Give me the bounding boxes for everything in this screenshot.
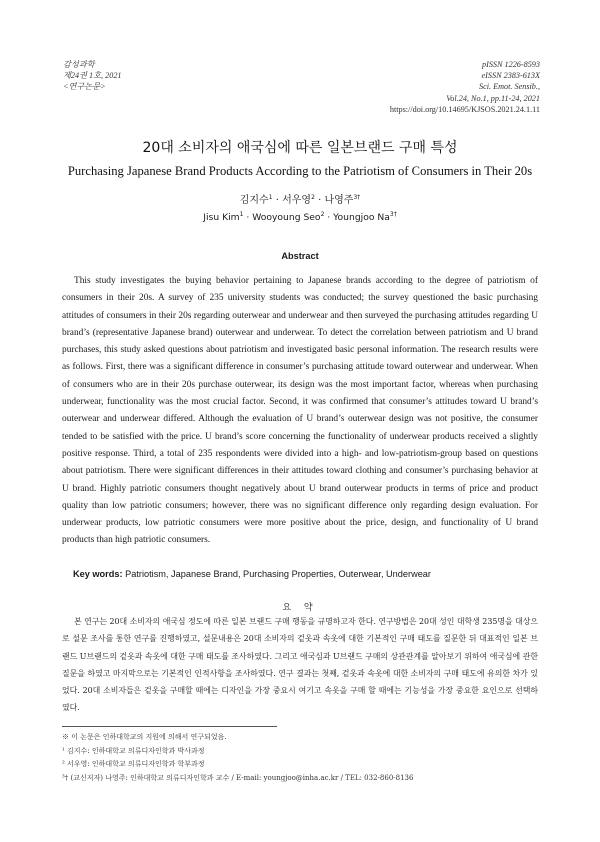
keywords-label: Key words: xyxy=(73,569,123,579)
korean-summary-body: 본 연구는 20대 소비자의 애국심 정도에 따른 일본 브랜드 구매 행동을 규명하고자 한다. 연구방법은 20대 성인 대학생 235명을 대상으로 설문 조사를 통한 연구를 진행하였고, 설문내용은 20대 소비자의 겉옷과 속옷에 대한 기본적인 구매 태도를 질문한 뒤 대표적인 일본 브랜드 U브랜드의 겉옷과 속옷에 대한 구매 태도를 조사하였다. 그리고 애국심과 U브랜드 구매의 상관관계를 알아보기 위하여 애국심에 관한 질문을 하였고 마지막으로는 기본적인 인적사항을 조사하였다. 연구 결과는 첫째, 겉옷과 속옷에 대한 소비자의 구매 태도에 유의한 차가 있었다. 20대 소비자들은 겉옷을 구매할 때에는 디자인을 가장 중요시 여기고 속옷을 구매 할 때에는 기능성을 가장 중요한 요인으로 선택하였다. xyxy=(62,617,538,713)
footnote-corresponding-author: ³† (교신저자) 나영주: 인하대학교 의류디자인학과 교수 / E-mail: youngjoo@inha.ac.kr / TEL: 032-860-8136 xyxy=(62,774,414,783)
keywords xyxy=(73,569,543,579)
article-type: <연구논문> xyxy=(63,82,106,92)
korean-summary-heading: 요 약 xyxy=(282,603,318,613)
author-name: Wooyoung Seo xyxy=(252,212,321,223)
author-name: Youngjoo Na xyxy=(333,212,390,223)
title-english: Purchasing Japanese Brand Products According to the Patriotism of Consumers in Their 20s xyxy=(67,164,533,178)
author-affiliation-mark: 1 xyxy=(268,194,273,201)
abstract-heading: Abstract xyxy=(281,251,319,261)
eissn: eISSN 2383-613X xyxy=(481,71,540,81)
author-name: 나영주 xyxy=(324,195,354,206)
authors-english xyxy=(0,211,600,225)
journal-header-left xyxy=(63,59,122,93)
pissn: pISSN 1226-8593 xyxy=(482,60,540,69)
journal-volume-ko: 제24권 1호, 2021 xyxy=(63,71,122,81)
author-separator: · xyxy=(324,212,334,223)
keywords-text: Patriotism, Japanese Brand, Purchasing Properties, Outerwear, Underwear xyxy=(125,569,431,579)
author-separator: · xyxy=(314,195,325,206)
author-name: Jisu Kim xyxy=(203,212,240,223)
abstract-body: This study investigates the buying behavior pertaining to Japanese brands according to the degree of patriotism of consumers in their 20s. A survey of 235 university students was conducted; the survey questioned the basic purchasing attitudes of consumers in their 20s regarding outerwear and underwear and then surveyed the purchasing attitudes regarding U brand’s (representative Japanese brand) outerwear and underwear. To detect the correlation between patriotism and U brand purchases, this study asked questions about patriotism and investigated basic personal information. The research results were as follows. First, there was a significant difference in consumer’s purchasing attitude toward outerwear and underwear. When of consumers who are in their 20s purchase outerwear, its design was the most important factor, whereas when purchasing underwear, functionality was the most crucial factor. Second, it was confirmed that consumer’s attitudes toward U brand’s outerwear and underwear differed. Although the evaluation of U brand’s outerwear design was not positive, the consumer tended to be satisfied with the price. U brand’s score concerning the functionality of underwear products received a slightly positive response. Third, a total of 235 respondents were divided into a high- and low-patriotism-group based on questions about patriotism. There were significant differences in their attitudes toward clothing and consumer’s purchasing behavior at U brand. Highly patriotic consumers thought negatively about U brand outerwear products in terms of price and product quality than low patriotic consumers; however, there was no significant difference only regarding design evaluation. For underwear products, low patriotic consumers were more positive about the price, design, and functionality of U brand products than high patriotic consumers. xyxy=(62,276,538,546)
author-separator: · xyxy=(272,195,283,206)
journal-header-right xyxy=(390,59,540,115)
footnote-author-1: ¹ 김지수: 인하대학교 의류디자인학과 박사과정 xyxy=(62,746,205,755)
footnote-author-2: ² 서우영: 인하대학교 의류디자인학과 학부과정 xyxy=(62,760,205,769)
journal-abbrev: Sci. Emot. Sensib., xyxy=(479,82,540,92)
doi-link[interactable]: https://doi.org/10.14695/KJSOS.2021.24.1.11 xyxy=(389,104,540,114)
author-affiliation-mark: 3† xyxy=(353,194,361,201)
author-affiliation-mark: 3† xyxy=(389,211,397,218)
author-affiliation-mark: 2 xyxy=(311,194,315,201)
author-separator: · xyxy=(243,212,253,223)
author-affiliation-mark: 2 xyxy=(320,211,325,218)
journal-name-ko: 감성과학 xyxy=(63,60,95,69)
volume-pages: Vol.24, No.1, pp.11-24, 2021 xyxy=(446,93,540,103)
footnote-divider xyxy=(62,726,277,727)
author-name: 김지수 xyxy=(239,195,269,206)
title-korean: 20대 소비자의 애국심에 따른 일본브랜드 구매 특성 xyxy=(142,140,458,156)
authors-korean xyxy=(0,194,600,208)
footnote-funding: ※ 이 논문은 인하대학교의 지원에 의해서 연구되었음. xyxy=(62,733,227,741)
footnotes xyxy=(62,731,538,786)
author-name: 서우영 xyxy=(282,195,312,206)
author-affiliation-mark: 1 xyxy=(239,211,244,218)
